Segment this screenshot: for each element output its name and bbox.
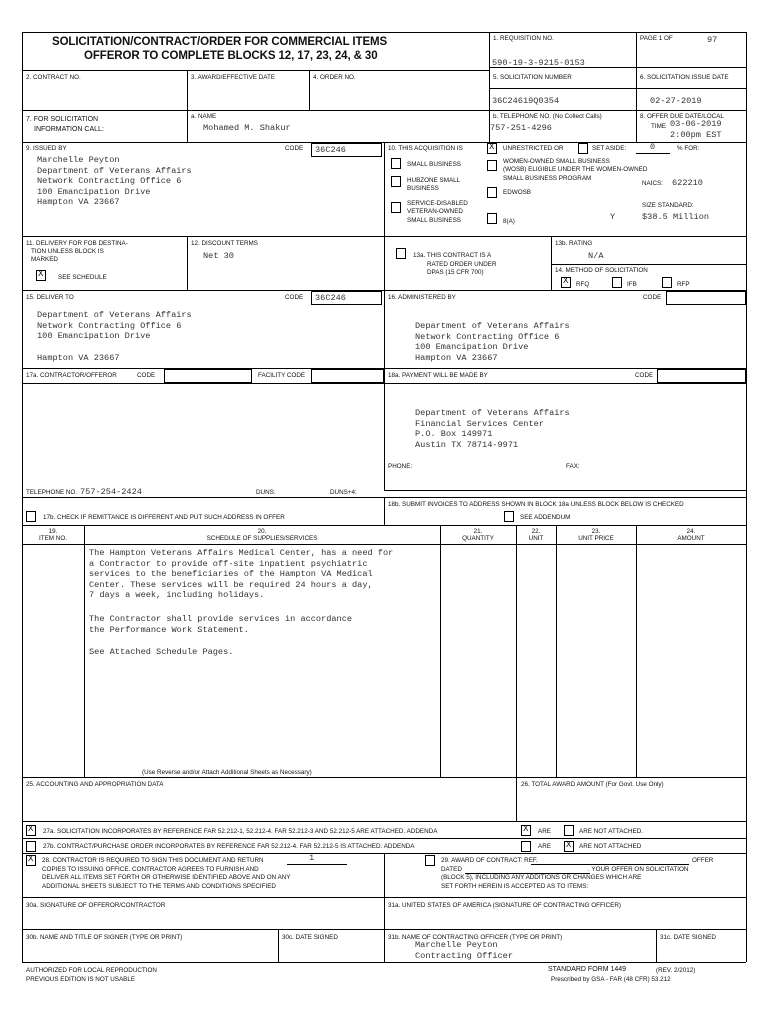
b30b-label: 30b. NAME AND TITLE OF SIGNER (TYPE OR PRINT)	[26, 934, 183, 941]
b15-label: 15. DELIVER TO	[26, 294, 74, 301]
b29-line-2: . YOUR OFFER ON SOLICITATION	[588, 866, 689, 873]
b17b-label: 17b. CHECK IF REMITTANCE IS DIFFERENT AND PUT SUCH ADDRESS IN OFFER	[43, 514, 285, 521]
b13b-label: 13b. RATING	[555, 240, 593, 247]
continuation-note: (Use Reverse and/or Attach Additional Sheets as Necessary)	[142, 769, 312, 776]
col19-number: 19.	[48, 528, 58, 535]
b29-dated-label: DATED	[441, 866, 462, 873]
size-standard-value[interactable]: $38.5 Million	[642, 212, 710, 222]
col20-header: SCHEDULE OF SUPPLIES/SERVICES	[206, 535, 318, 542]
8a-label: 8(A)	[503, 218, 515, 225]
form-revision: (REV. 2/2012)	[656, 967, 696, 974]
b31b-label: 31b. NAME OF CONTRACTING OFFICER (TYPE OR PRINT)	[388, 934, 563, 941]
duns4-label: DUNS+4:	[330, 489, 357, 496]
b3-label: 3. AWARD/EFFECTIVE DATE	[191, 74, 276, 81]
b28-check-mark: X	[28, 854, 34, 864]
hubzone-checkbox[interactable]	[391, 176, 401, 187]
standard-form-number: STANDARD FORM 1449	[548, 966, 627, 973]
rfq-label: RFQ	[576, 281, 590, 288]
b13a-label-2: RATED ORDER UNDER	[427, 261, 497, 268]
duns-label: DUNS:	[256, 489, 276, 496]
b14-label: 14. METHOD OF SOLICITATION	[555, 267, 648, 274]
see-schedule-check-mark: X	[38, 269, 44, 279]
b16-code-box[interactable]	[666, 291, 746, 305]
rfp-label: RFP	[677, 281, 690, 288]
b28-line-4: ADDITIONAL SHEETS SUBJECT TO THE TERMS AND CONDITIONS SPECIFIED	[42, 883, 276, 890]
rfq-check-mark: X	[563, 276, 569, 286]
naics-code[interactable]: 622210	[672, 178, 703, 188]
rated-order-checkbox[interactable]	[396, 248, 406, 259]
issuer-address: Marchelle Peyton Department of Veterans Affairs Network Contracting Office 6 100 Emancipation Drive Hampton VA 23667	[37, 155, 192, 208]
percent-for-label: % FOR:	[677, 145, 700, 152]
b8-time-label: TIME	[651, 123, 667, 130]
b27b-not-attached-check-mark: X	[566, 840, 572, 850]
wosb-label-3: SMALL BUSINESS PROGRAM	[503, 175, 592, 182]
offer-due-time[interactable]: 2:00pm EST	[670, 130, 722, 140]
remittance-checkbox[interactable]	[26, 511, 36, 522]
b12-label: 12. DISCOUNT TERMS	[191, 240, 258, 247]
b28-copies[interactable]: 1	[309, 853, 315, 863]
set-aside-checkbox[interactable]	[578, 143, 588, 154]
edwosb-label: EDWOSB	[503, 189, 531, 196]
b31a-label: 31a. UNITED STATES OF AMERICA (SIGNATURE OF CONTRACTING OFFICER)	[388, 902, 622, 909]
issuer-code: 36C246	[315, 145, 346, 155]
b27a-are-check-mark: X	[523, 824, 529, 834]
b13a-label-3: DPAS (15 CFR 700)	[427, 269, 484, 276]
wosb-checkbox[interactable]	[487, 160, 497, 171]
footer-previous-edition: PREVIOUS EDITION IS NOT USABLE	[26, 976, 136, 983]
see-addendum-label: SEE ADDENDUM	[520, 514, 571, 521]
see-schedule-label: SEE SCHEDULE	[58, 274, 107, 281]
b17a-code-label: CODE	[137, 372, 156, 379]
payment-address: Department of Veterans Affairs Financial Services Center P.O. Box 149971 Austin TX 78714-9971	[415, 408, 570, 450]
deliver-to-address: Department of Veterans Affairs Network Contracting Office 6 100 Emancipation Drive	[37, 310, 192, 342]
prescribed-by: Prescribed by GSA - FAR (48 CFR) 53.212	[551, 976, 671, 983]
set-aside-label: SET ASIDE:	[592, 145, 627, 152]
b29-checkbox[interactable]	[425, 855, 435, 866]
col19-header: ITEM NO.	[39, 535, 67, 542]
b27b-are-label: ARE	[538, 843, 551, 850]
sdvosb-label-3: SMALL BUSINESS	[407, 217, 462, 224]
b1-label: 1. REQUISITION NO.	[493, 35, 554, 42]
phone-label: PHONE:	[388, 463, 413, 470]
b29-line-1: 29. AWARD OF CONTRACT: REF.	[441, 857, 538, 864]
contractor-telephone-label: TELEPHONE NO.	[26, 489, 78, 496]
offer-due-date[interactable]: 03-06-2019	[670, 119, 722, 129]
facility-code-box[interactable]	[311, 369, 384, 383]
page-total: 97	[707, 35, 718, 45]
8a-indicator: Y	[610, 212, 616, 222]
rating-value[interactable]: N/A	[588, 251, 604, 261]
wosb-label-1: WOMEN-OWNED SMALL BUSINESS	[503, 158, 610, 165]
set-aside-percent[interactable]: 0	[650, 142, 656, 152]
col21-number: 21.	[473, 528, 483, 535]
b13a-label-1: 13a. THIS CONTRACT IS A	[413, 252, 492, 259]
b18a-code-label: CODE	[635, 372, 654, 379]
b27b-checkbox[interactable]	[26, 841, 36, 852]
b29-line-4: SET FORTH HEREIN IS ACCEPTED AS TO ITEMS:	[441, 883, 589, 890]
b7a-label: a. NAME	[191, 113, 217, 120]
b30c-label: 30c. DATE SIGNED	[282, 934, 338, 941]
unrestricted-check-mark: X	[489, 142, 495, 152]
b6-label: 6. SOLICITATION ISSUE DATE	[640, 74, 729, 81]
b27b-are-checkbox[interactable]	[521, 841, 531, 852]
deliver-to-code: 36C246	[315, 293, 346, 303]
contracting-officer-name: Marchelle Peyton	[415, 940, 498, 950]
contact-name[interactable]: Mohamed M. Shakur	[203, 123, 291, 133]
b28-line-3: DELIVER ALL ITEMS SET FORTH OR OTHERWISE IDENTIFIED ABOVE AND ON ANY	[42, 874, 291, 881]
b27b-not-attached-label: ARE NOT ATTACHED	[579, 843, 642, 850]
contractor-code-box[interactable]	[164, 369, 252, 383]
b7-label-2: INFORMATION CALL:	[34, 126, 104, 133]
footer-reproduction: AUTHORIZED FOR LOCAL REPRODUCTION	[26, 967, 157, 974]
col20-number: 20.	[257, 528, 267, 535]
b28-line-2: COPIES TO ISSUING OFFICE. CONTRACTOR AGREES TO FURNISH AND	[42, 866, 259, 873]
b9-code-label: CODE	[285, 145, 304, 152]
b26-label: 26. TOTAL AWARD AMOUNT (For Govt. Use Only)	[521, 781, 664, 788]
col21-header: QUANTITY	[462, 535, 494, 542]
deliver-to-city: Hampton VA 23667	[37, 353, 120, 363]
requisition-number[interactable]: 590-19-3-9215-0153	[492, 58, 585, 68]
b16-label: 16. ADMINISTERED BY	[388, 294, 456, 301]
col24-number: 24.	[686, 528, 696, 535]
administered-by-address: Department of Veterans Affairs Network Contracting Office 6 100 Emancipation Drive Hampton VA 23667	[415, 321, 570, 363]
sdvosb-label-1: SERVICE-DISABLED	[407, 200, 468, 207]
b17a-label: 17a. CONTRACTOR/OFFEROR	[26, 372, 117, 379]
unrestricted-label: UNRESTRICTED OR	[503, 145, 564, 152]
hubzone-label-2: BUSINESS	[407, 185, 439, 192]
b8-label: 8. OFFER DUE DATE/LOCAL	[640, 113, 724, 120]
contact-telephone[interactable]: 757-251-4296	[490, 123, 552, 133]
b10-label: 10. THIS ACQUISITION IS	[388, 145, 463, 152]
b25-label: 25. ACCOUNTING AND APPROPRIATION DATA	[26, 781, 164, 788]
b27a-not-attached-checkbox[interactable]	[564, 825, 574, 836]
sdvosb-label-2: VETERAN-OWNED	[407, 208, 463, 215]
discount-terms[interactable]: Net 30	[203, 251, 234, 261]
schedule-paragraph-1: The Hampton Veterans Affairs Medical Center, has a need for a Contractor to provide off-site inpatient psychiatric services to the beneficiaries of the Hampton VA Medical Center. These services will be required 24 hours a day, 7 days a week, including holidays.	[89, 548, 394, 601]
b27b-text: 27b. CONTRACT/PURCHASE ORDER INCORPORATES BY REFERENCE FAR 52.212-4. FAR 52.212-5 IS ATTACHED. ADDENDA	[43, 843, 415, 850]
schedule-paragraph-2: The Contractor shall provide services in accordance the Performance Work Statement.	[89, 614, 353, 635]
b27a-check-mark: X	[28, 824, 34, 834]
b29-line-3: (BLOCK 5), INCLUDING ANY ADDITIONS OR CHANGES WHICH ARE	[441, 874, 642, 881]
facility-code-label: FACILITY CODE	[258, 372, 306, 379]
naics-label: NAICS:	[642, 180, 663, 187]
col22-number: 22.	[531, 528, 541, 535]
col23-header: UNIT PRICE	[578, 535, 614, 542]
col22-header: UNIT	[528, 535, 544, 542]
ifb-label: IFB	[627, 281, 637, 288]
schedule-paragraph-3: See Attached Schedule Pages.	[89, 647, 234, 657]
size-standard-label: SIZE STANDARD:	[642, 202, 694, 209]
b27a-text: 27a. SOLICITATION INCORPORATES BY REFERENCE FAR 52.212-1, 52.212-4. FAR 52.212-3 AND 52.212-5 ARE ATTACHED. ADDENDA	[43, 828, 438, 835]
ifb-checkbox[interactable]	[612, 277, 622, 288]
b29-offer-label: OFFER	[692, 857, 714, 864]
b2-label: 2. CONTRACT NO.	[26, 74, 81, 81]
b16-code-label: CODE	[643, 294, 662, 301]
rfp-checkbox[interactable]	[662, 277, 672, 288]
b18a-code-box[interactable]	[657, 369, 746, 383]
edwosb-checkbox[interactable]	[487, 187, 497, 198]
contracting-officer-title: Contracting Officer	[415, 951, 513, 961]
b11-label-1: 11. DELIVERY FOR FOB DESTINA-	[26, 240, 128, 247]
page-label: PAGE 1 OF	[640, 35, 673, 42]
8a-checkbox[interactable]	[487, 213, 497, 224]
b27a-are-label: ARE	[538, 828, 551, 835]
b30a-label: 30a. SIGNATURE OF OFFEROR/CONTRACTOR	[26, 902, 166, 909]
b11-label-2: TION UNLESS BLOCK IS	[31, 248, 104, 255]
b28-line-1: 28. CONTRACTOR IS REQUIRED TO SIGN THIS DOCUMENT AND RETURN	[42, 857, 264, 864]
b15-code-label: CODE	[285, 294, 304, 301]
solicitation-number[interactable]: 36C24619Q0354	[492, 96, 560, 106]
small-business-checkbox[interactable]	[391, 158, 401, 169]
b27a-not-attached-label: ARE NOT ATTACHED.	[579, 828, 644, 835]
form-title-line-2: OFFEROR TO COMPLETE BLOCKS 12, 17, 23, 24, & 30	[84, 50, 378, 62]
b31c-label: 31c. DATE SIGNED	[660, 934, 716, 941]
fax-label: FAX:	[566, 463, 580, 470]
see-addendum-checkbox[interactable]	[504, 511, 514, 522]
b4-label: 4. ORDER NO.	[313, 74, 356, 81]
solicitation-issue-date[interactable]: 02-27-2019	[650, 96, 702, 106]
b18b-label: 18b. SUBMIT INVOICES TO ADDRESS SHOWN IN BLOCK 18a UNLESS BLOCK BELOW IS CHECKED	[388, 501, 684, 508]
small-business-label: SMALL BUSINESS	[407, 161, 462, 168]
col24-header: AMOUNT	[677, 535, 705, 542]
b7-label-1: 7. FOR SOLICITATION	[26, 116, 99, 123]
col23-number: 23.	[591, 528, 601, 535]
b9-label: 9. ISSUED BY	[26, 145, 67, 152]
b7b-label: b. TELEPHONE NO. (No Collect Calls)	[493, 113, 602, 120]
contractor-telephone[interactable]: 757-254-2424	[80, 487, 142, 497]
wosb-label-2: (WOSB) ELIGIBLE UNDER THE WOMEN-OWNED	[503, 166, 648, 173]
sdvosb-checkbox[interactable]	[391, 202, 401, 213]
b5-label: 5. SOLICITATION NUMBER	[493, 74, 572, 81]
b11-label-3: MARKED	[31, 256, 58, 263]
b18a-label: 18a. PAYMENT WILL BE MADE BY	[388, 372, 488, 379]
form-title-line-1: SOLICITATION/CONTRACT/ORDER FOR COMMERCIAL ITEMS	[52, 36, 388, 48]
hubzone-label-1: HUBZONE SMALL	[407, 177, 461, 184]
